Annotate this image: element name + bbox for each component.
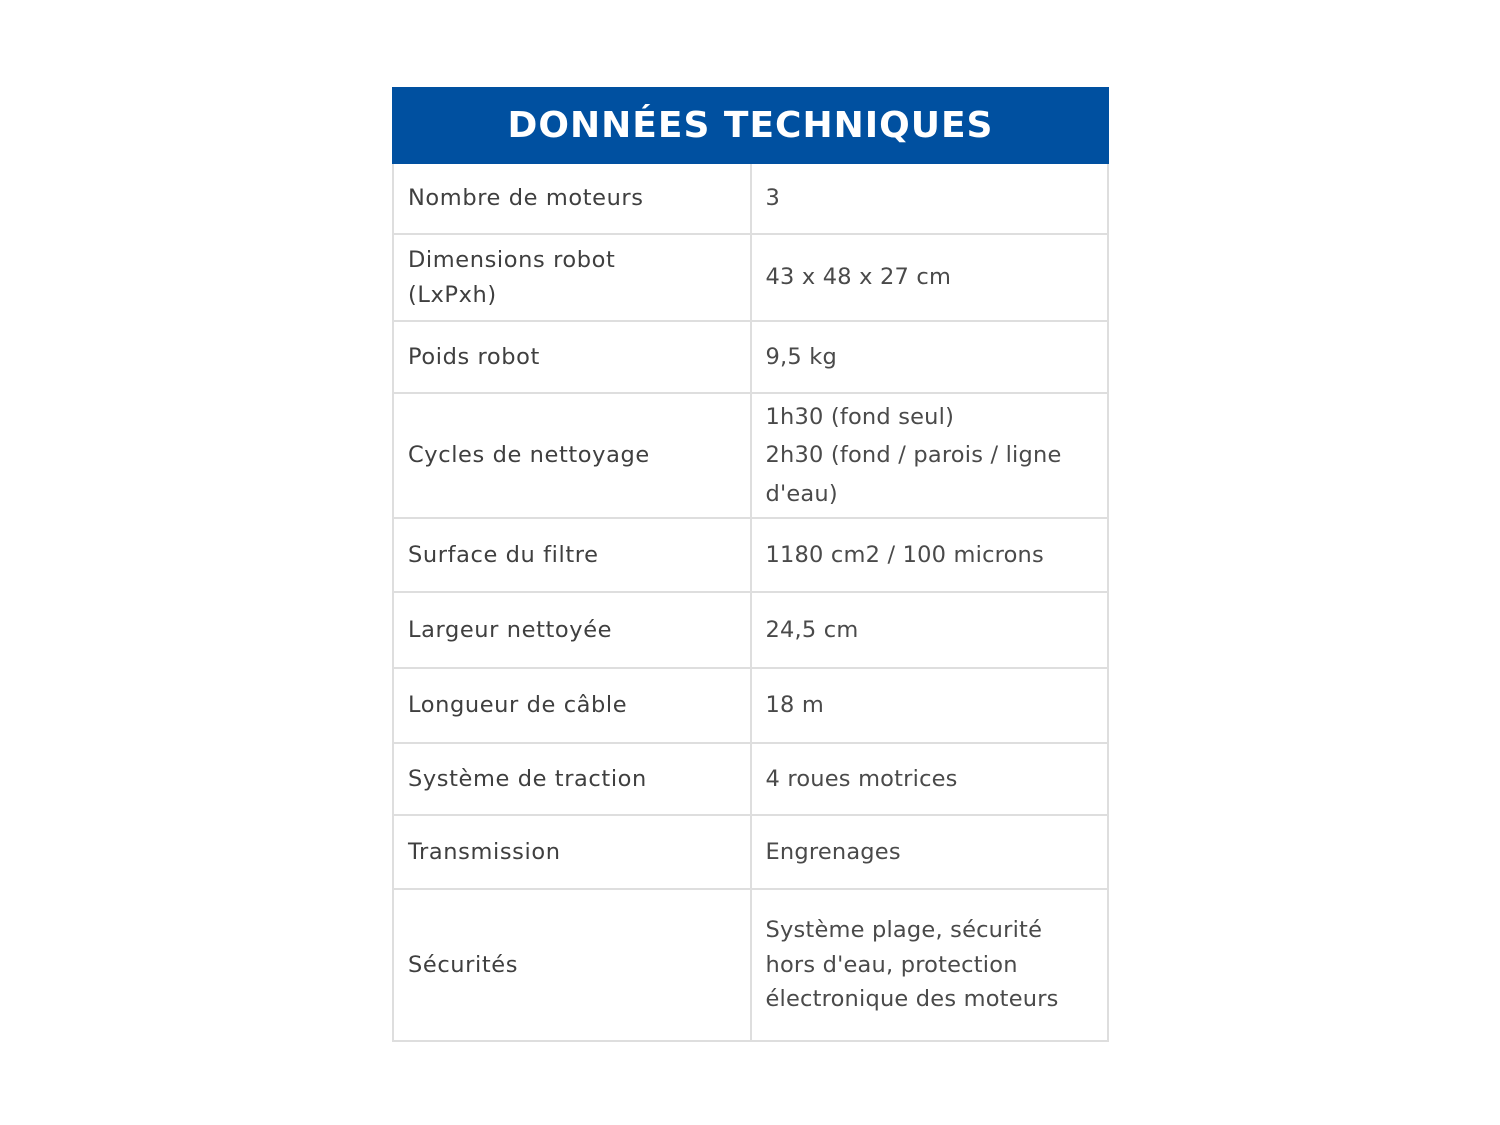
- table-row: [393, 321, 1108, 393]
- table-row: [393, 163, 1108, 234]
- spec-label: Dimensions robot (LxPxh): [393, 234, 751, 321]
- spec-value-line: 1h30 (fond seul): [765, 404, 955, 431]
- spec-label: Sécurités: [393, 889, 751, 1041]
- table-row: [393, 815, 1108, 889]
- table-row: [393, 518, 1108, 592]
- spec-value: [751, 393, 1109, 518]
- spec-value: 3: [751, 163, 1109, 234]
- spec-value: 24,5 cm: [751, 592, 1109, 668]
- spec-label: Longueur de câble: [393, 668, 751, 743]
- spec-label: Surface du filtre: [393, 518, 751, 592]
- spec-label: Nombre de moteurs: [393, 163, 751, 234]
- spec-label: Poids robot: [393, 321, 751, 393]
- spec-value: 18 m: [751, 668, 1109, 743]
- table-row: [393, 234, 1108, 321]
- table-row: [393, 393, 1108, 518]
- spec-value: 43 x 48 x 27 cm: [751, 234, 1109, 321]
- table-row: [393, 889, 1108, 1041]
- table-title: DONNÉES TECHNIQUES: [393, 88, 1108, 163]
- technical-specs-table: [392, 87, 1109, 1042]
- spec-label: Système de traction: [393, 743, 751, 815]
- spec-label: Transmission: [393, 815, 751, 889]
- spec-value: 9,5 kg: [751, 321, 1109, 393]
- table-row: [393, 592, 1108, 668]
- spec-value: 4 roues motrices: [751, 743, 1109, 815]
- table-row: [393, 743, 1108, 815]
- spec-value: Système plage, sécurité hors d'eau, protection électronique des moteurs: [751, 889, 1109, 1041]
- spec-value: 1180 cm2 / 100 microns: [751, 518, 1109, 592]
- table-row: [393, 668, 1108, 743]
- spec-value: Engrenages: [751, 815, 1109, 889]
- spec-label: Cycles de nettoyage: [393, 393, 751, 518]
- table-header-row: [393, 88, 1108, 163]
- spec-value-line: 2h30 (fond / parois / ligne d'eau): [765, 442, 1062, 507]
- spec-label: Largeur nettoyée: [393, 592, 751, 668]
